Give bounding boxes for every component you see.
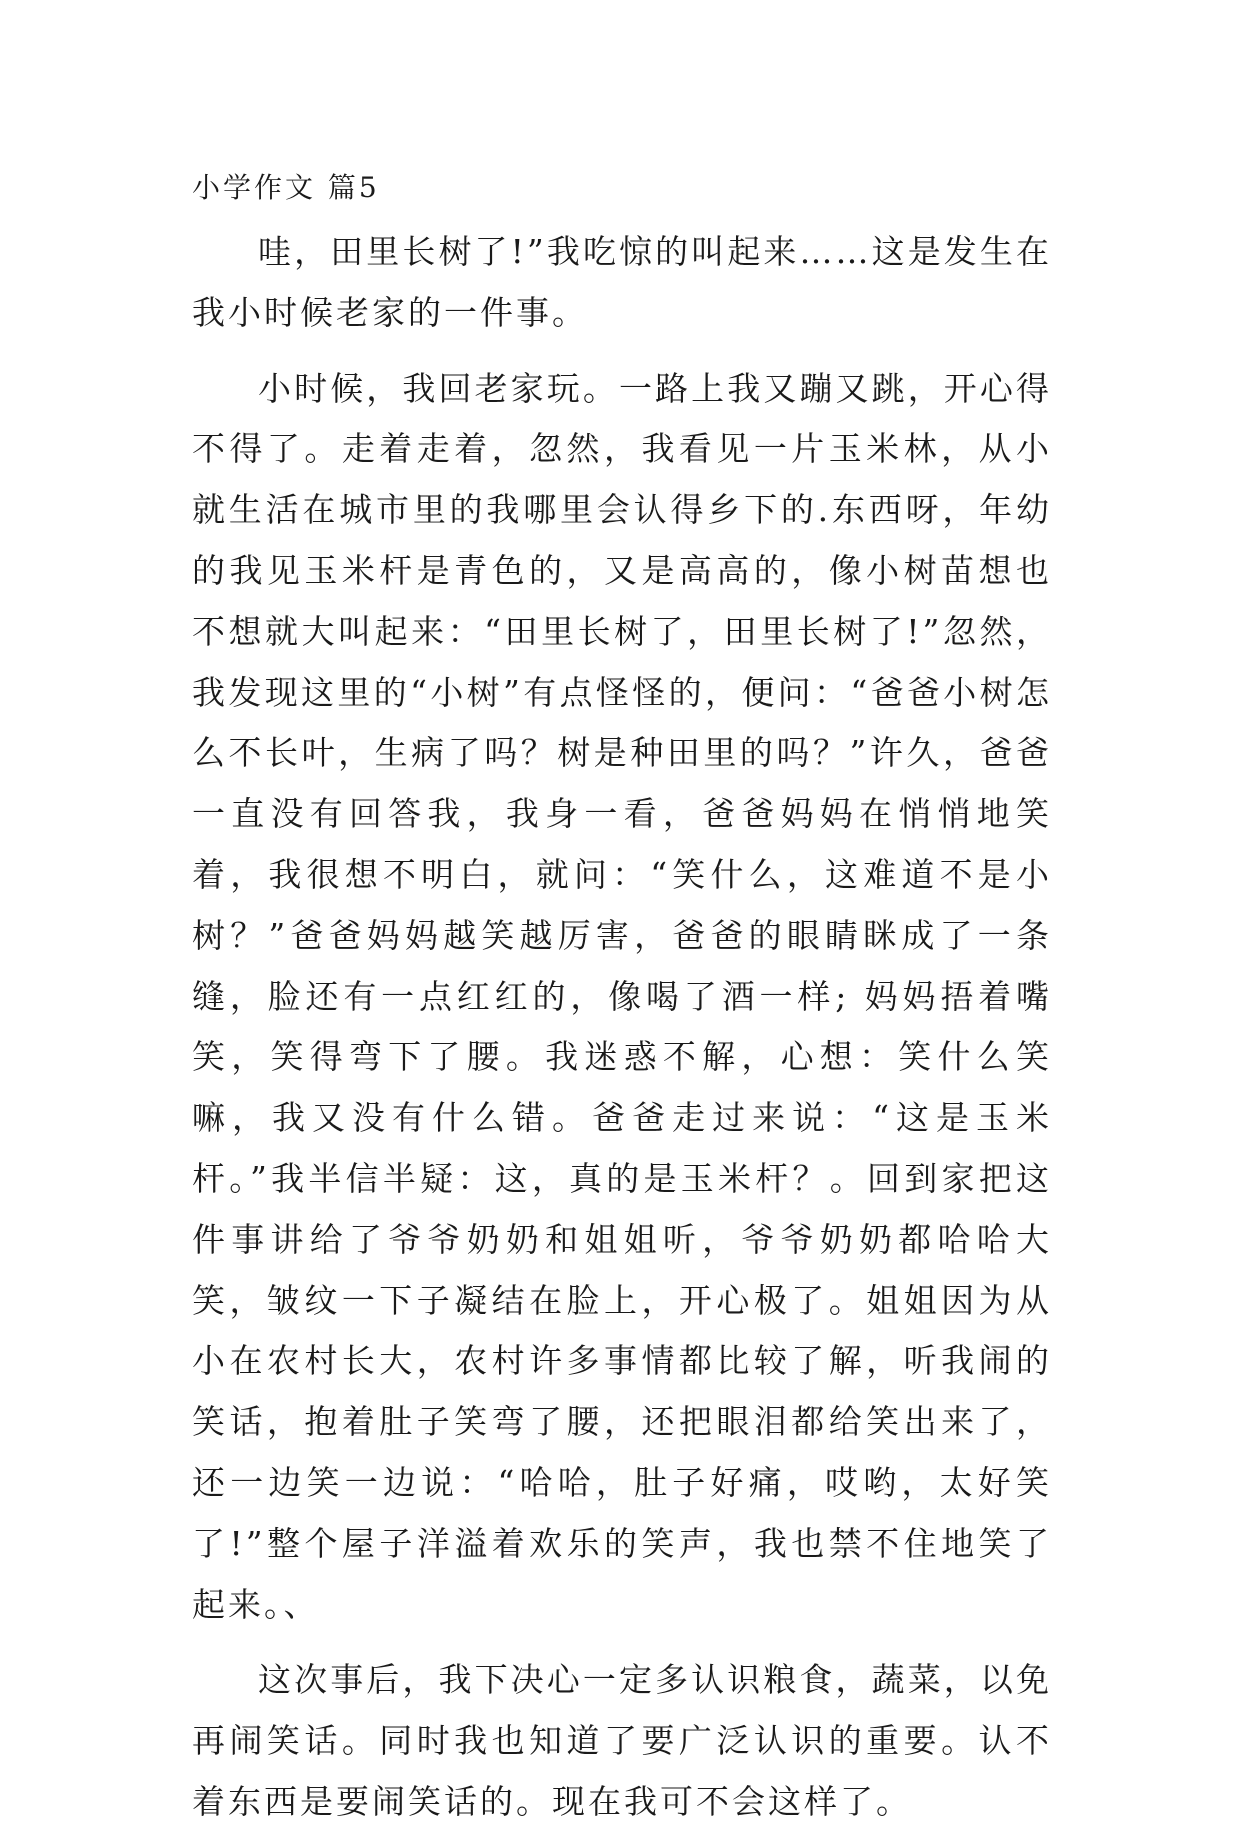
paragraph-1: 哇，田里长树了!”我吃惊的叫起来……这是发生在我小时候老家的一件事。 [192, 232, 1052, 332]
essay-body [192, 222, 1052, 1848]
essay-heading: 小学作文 篇5 [192, 171, 380, 204]
paragraph-3: 这次事后，我下决心一定多认识粮食，蔬菜，以免再闹笑话。同时我也知道了要广泛认识的重要。认不着东西是要闹笑话的。现在我可不会这样了。 [192, 1660, 1052, 1821]
paragraph-2: 小时候，我回老家玩。一路上我又蹦又跳，开心得不得了。走着走着，忽然，我看见一片玉米林，从小就生活在城市里的我哪里会认得乡下的.东西呀，年幼的我见玉米杆是青色的，又是高高的，像小树苗想也不想就大叫起来：“田里长树了，田里长树了!”忽然，我发现这里的“小树”有点怪怪的，便问：“爸爸小树怎么不长叶，生病了吗？树是种田里的吗？”许久，爸爸一直没有回答我，我身一看，爸爸妈妈在悄悄地笑着，我很想不明白，就问：“笑什么，这难道不是小树？”爸爸妈妈越笑越厉害，爸爸的眼睛眯成了一条缝，脸还有一点红红的，像喝了酒一样; 妈妈捂着嘴笑，笑得弯下了腰。我迷惑不解，心想：笑什么笑嘛，我又没有什么错。爸爸走过来说：“这是玉米杆。”我半信半疑：这，真的是玉米杆？。回到家把这件事讲给了爷爷奶奶和姐姐听，爷爷奶奶都哈哈大笑，皱纹一下子凝结在脸上，开心极了。姐姐因为从小在农村长大，农村许多事情都比较了解，听我闹的笑话，抱着肚子笑弯了腰，还把眼泪都给笑出来了，还一边笑一边说：“哈哈，肚子好痛，哎哟，太好笑了!”整个屋子洋溢着欢乐的笑声，我也禁不住地笑了起来。、 [192, 368, 1052, 1624]
